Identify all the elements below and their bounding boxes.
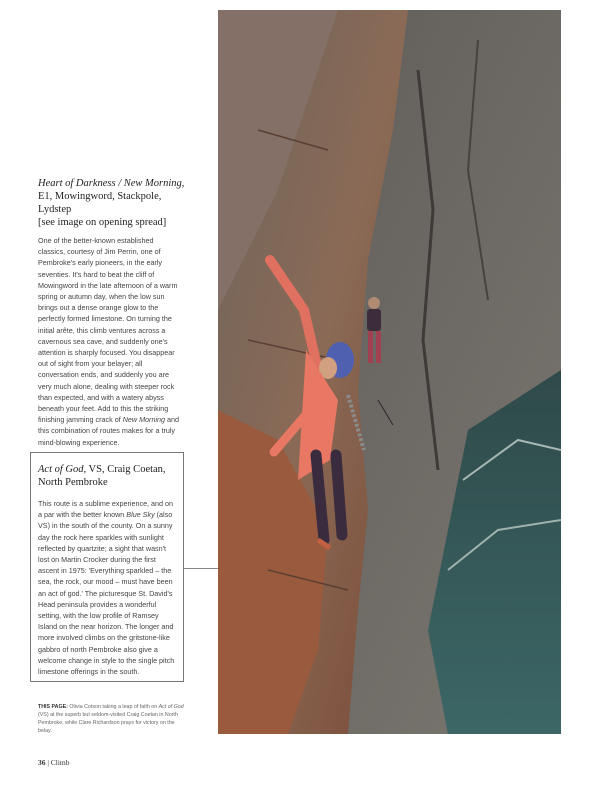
page-number: 36 <box>38 758 46 767</box>
route-1-name: Heart of Darkness / New Morning <box>38 178 182 189</box>
route-1-note: [see image on opening spread] <box>38 217 167 228</box>
route-2-details: , VS, Craig Coetan, North Pembroke <box>38 464 166 488</box>
route-2-body <box>38 498 178 677</box>
caption-text-a: Olivia Cotson taking a leap of faith on <box>67 704 159 710</box>
route-2-body-text-b: (also VS) in the south of the county. On a sunny day the rock here sparkles with sunlight reflected by quartzite; a sight that wasn't lost on Martin Crocker during the first ascent in 1975: 'Everything sparkled – the sea, the rock, our mood – must have been an act of god.' The picturesque St. David's Head peninsula provides a wonderful setting, with the low profile of Ramsey Island on the near horizon. The longer and more involved climbs on the gritstone-like gabbro of north Pembroke also give a welcome change in style to the single pitch limestone offerings in the south. <box>38 510 175 677</box>
route-2-name: Act of God <box>38 464 84 475</box>
route-1-body-text-a: One of the better-known established classics, courtesy of Jim Perrin, one of Pembroke's early pioneers, in the early seventies. It's hard to beat the cliff of Mowingword in the late afternoon of a warm spring or autumn day, when the low sun brings out a dense orange glow to the perfectly formed limestone. On turning the initial arête, this climb ventures across a cavernous sea cave, and suddenly one's attention is sharply focused. You disappear out of sight from your belayer; all conversation ends, and suddenly you are very much alone, dealing with steeper rock than expected, and with a watery abyss beneath your feet. Add to this the striking finishing jamming crack of <box>38 236 178 425</box>
folio-separator: | <box>47 758 49 767</box>
route-1-title <box>38 177 188 229</box>
caption-text-b: (VS) at the superb but seldom-visited Craig Coetan in North Pembroke, while Clare Richardson prays for victory on the belay. <box>38 712 178 734</box>
route-1-body-text-b: and this combination of routes makes for a truly mind-blowing experience. <box>38 415 180 447</box>
route-2-title <box>38 463 178 489</box>
photo-caption <box>38 703 188 735</box>
climbing-photo <box>218 10 561 734</box>
box-connector-line <box>184 568 218 569</box>
route-2-body-text-a: This route is a sublime experience, and on a par with the better known <box>38 499 174 520</box>
caption-italic: Act of God <box>158 704 184 710</box>
caption-label: THIS PAGE: <box>38 704 68 710</box>
route-1-body <box>38 235 180 448</box>
route-2-body-italic: Blue Sky <box>126 510 155 520</box>
folio <box>38 758 70 767</box>
route-1-body-italic: New Morning <box>122 415 166 425</box>
route-1-details: , E1, Mowingword, Stackpole, Lydstep <box>38 178 185 215</box>
magazine-name: Climb <box>50 758 70 767</box>
